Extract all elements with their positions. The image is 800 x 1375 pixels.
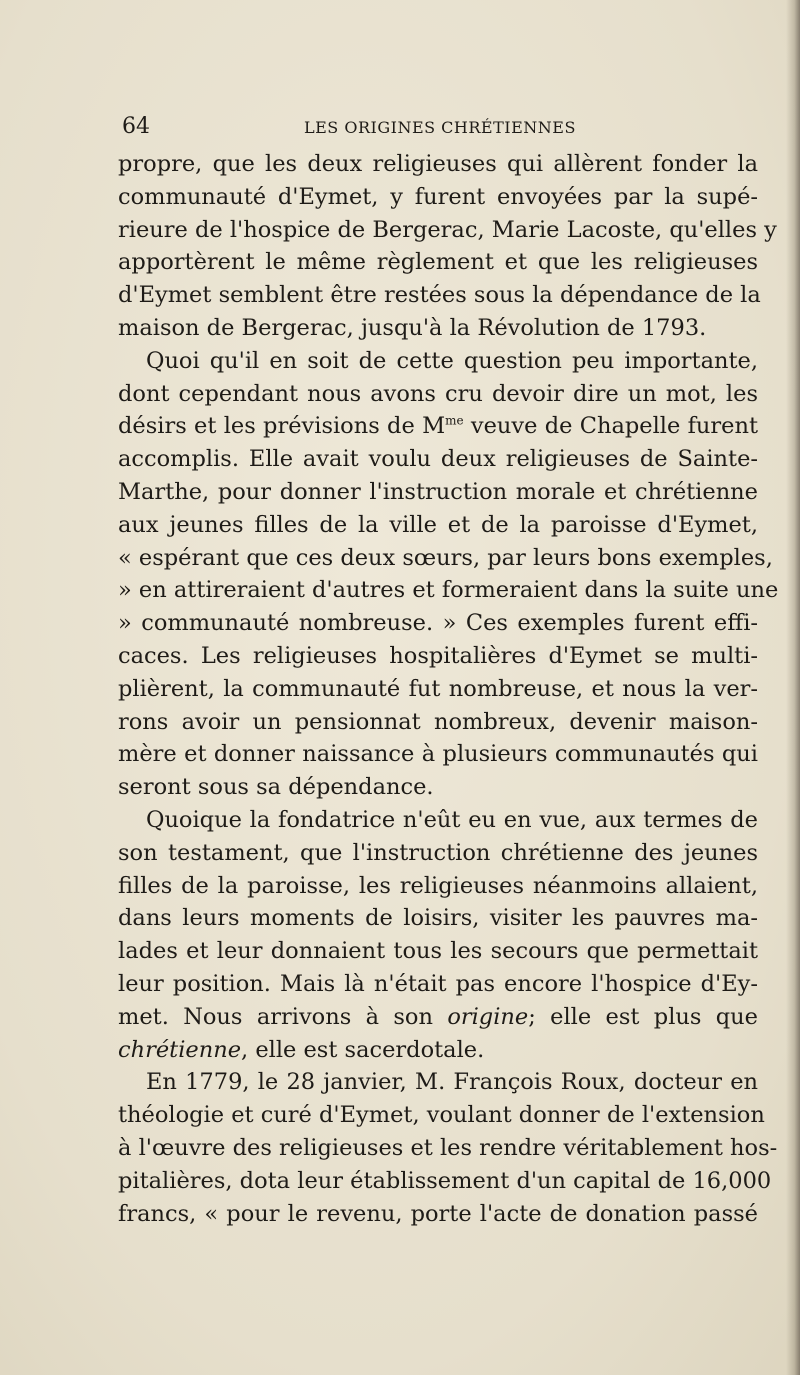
text-line: accomplis. Elle avait voulu deux religieuses de Sainte-	[118, 446, 758, 473]
text-run: ; elle est plus que	[528, 1003, 758, 1030]
text-line: plièrent, la communauté fut nombreuse, et nous la ver-	[118, 675, 758, 702]
text-line: caces. Les religieuses hospitalières d'Eymet se multi-	[118, 642, 758, 669]
text-line: leur position. Mais là n'était pas encore l'hospice d'Ey-	[118, 970, 758, 997]
text-line: d'Eymet semblent être restées sous la dépendance de la	[118, 282, 761, 309]
text-run: , elle est sacerdotale.	[241, 1036, 485, 1063]
text-line: dont cependant nous avons cru devoir dire un mot, les	[118, 380, 758, 407]
text-line	[118, 1034, 758, 1067]
text-run: désirs et les prévisions de M	[118, 413, 446, 440]
text-line: filles de la paroisse, les religieuses néanmoins allaient,	[118, 872, 758, 899]
text-line: pitalières, dota leur établissement d'un capital de 16,000	[118, 1167, 772, 1194]
text-line: Quoique la fondatrice n'eût eu en vue, aux termes de	[146, 806, 758, 833]
text-run: met. Nous arrivons à son	[118, 1003, 448, 1030]
text-line: francs, « pour le revenu, porte l'acte de donation passé	[118, 1200, 758, 1227]
text-line: son testament, que l'instruction chrétienne des jeunes	[118, 839, 758, 866]
text-line: propre, que les deux religieuses qui allèrent fonder la	[118, 151, 758, 177]
text-line: apportèrent le même règlement et que les religieuses	[118, 249, 758, 276]
text-line	[118, 410, 758, 443]
italic-word: origine	[447, 1003, 529, 1030]
text-line: théologie et curé d'Eymet, voulant donner de l'extension	[118, 1102, 765, 1129]
text-line: communauté d'Eymet, y furent envoyées par la supé-	[118, 183, 758, 210]
text-line: maison de Bergerac, jusqu'à la Révolution de 1793.	[118, 314, 707, 341]
text-line: à l'œuvre des religieuses et les rendre véritablement hos-	[118, 1134, 778, 1161]
superscript: me	[445, 413, 464, 428]
text-line: mère et donner naissance à plusieurs communautés qui	[118, 741, 758, 768]
page-edge-shadow	[786, 0, 800, 1375]
body-text	[118, 148, 779, 1230]
text-line: rieure de l'hospice de Bergerac, Marie Lacoste, qu'elles y	[118, 216, 777, 243]
text-line: » communauté nombreuse. » Ces exemples furent effi-	[118, 610, 758, 637]
text-line: lades et leur donnaient tous les secours que permettait	[118, 938, 758, 965]
text-line: Marthe, pour donner l'instruction morale et chrétienne	[118, 478, 758, 505]
running-title: LES ORIGINES CHRÉTIENNES	[304, 118, 576, 137]
text-line: En 1779, le 28 janvier, M. François Roux, docteur en	[146, 1069, 758, 1096]
text-line: « espérant que ces deux sœurs, par leurs bons exemples,	[118, 544, 773, 571]
text-line: aux jeunes filles de la ville et de la paroisse d'Eymet,	[118, 511, 758, 538]
text-line	[118, 1001, 758, 1034]
page-number: 64	[122, 114, 150, 139]
text-line: rons avoir un pensionnat nombreux, devenir maison-	[118, 708, 758, 735]
text-line: Quoi qu'il en soit de cette question peu importante,	[146, 347, 758, 374]
italic-word: chrétienne	[118, 1036, 242, 1063]
text-line: dans leurs moments de loisirs, visiter les pauvres ma-	[118, 905, 758, 932]
text-run: veuve de Chapelle furent	[463, 413, 758, 440]
text-line: seront sous sa dépendance.	[118, 774, 434, 801]
page-header	[122, 114, 760, 144]
text-line: » en attireraient d'autres et formeraient dans la suite une	[118, 577, 779, 604]
